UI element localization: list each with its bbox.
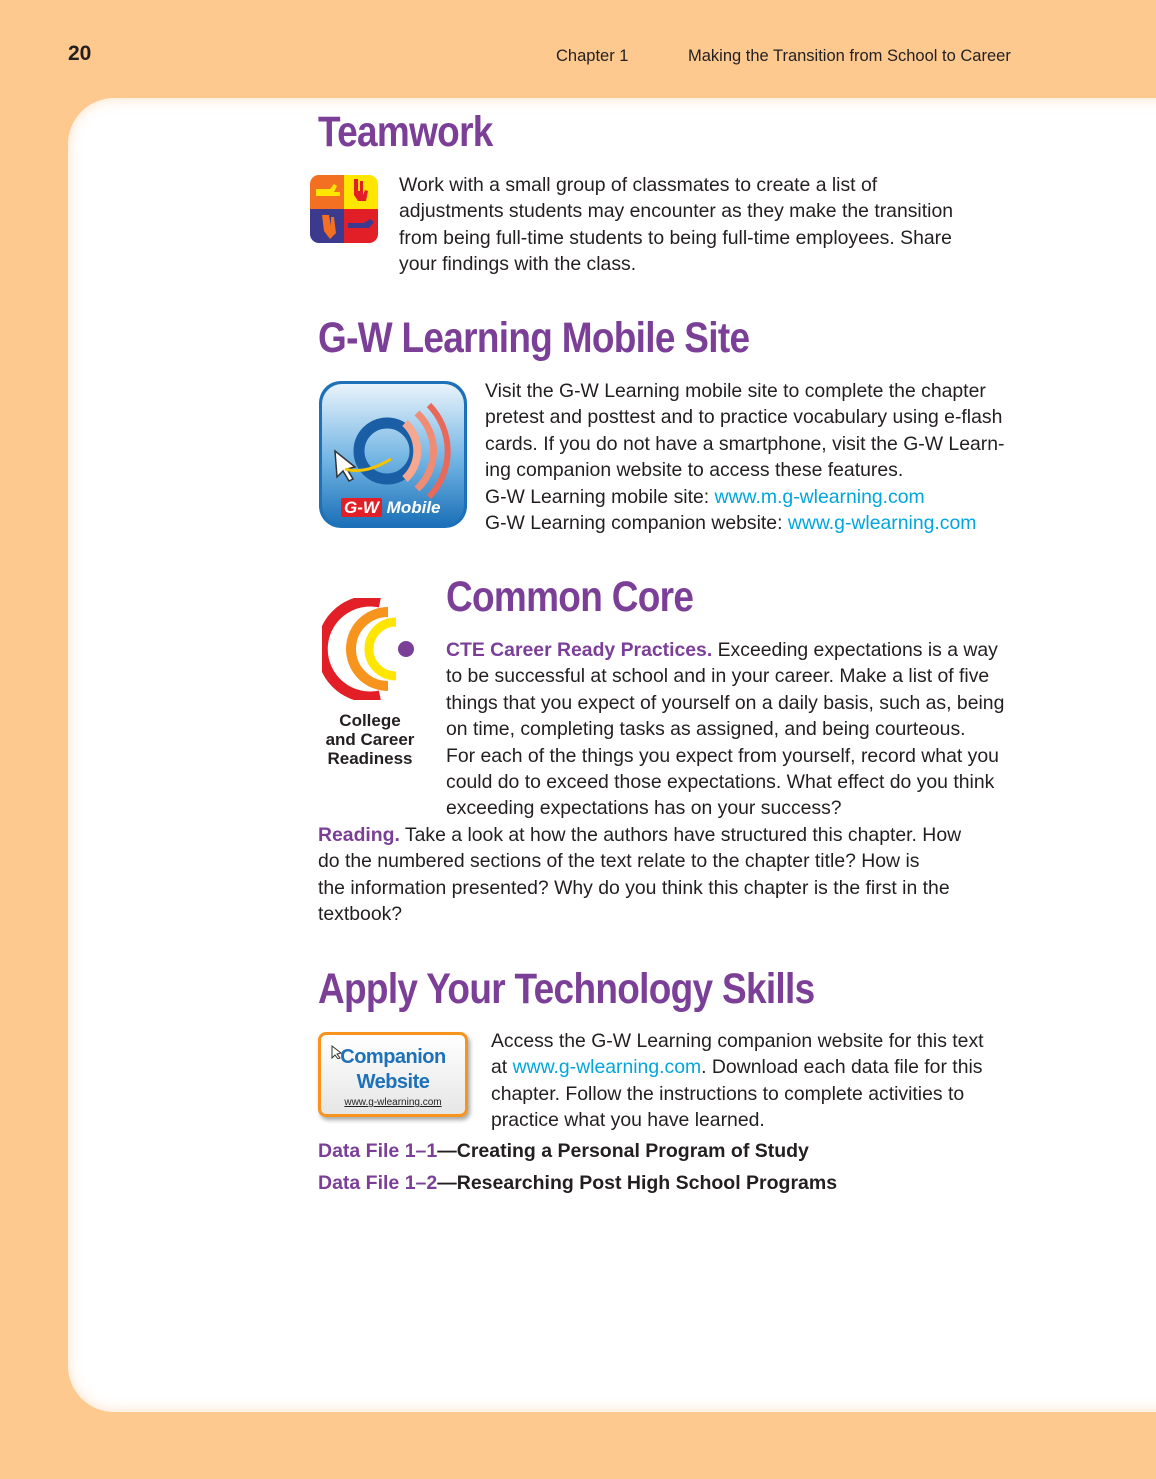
cte-first-line — [446, 637, 1004, 663]
tech-paragraph — [491, 1028, 984, 1134]
ccr-logo-line: Readiness — [327, 749, 413, 768]
reading-line: textbook? — [318, 903, 403, 926]
reading-line: the information presented? Why do you think this chapter is the first in the — [318, 876, 950, 899]
reading-first-line — [318, 822, 961, 848]
data-file-label: Data File 1–1 — [318, 1140, 438, 1162]
mobile-line: pretest and posttest and to practice vocabulary using e-flash — [485, 406, 1003, 429]
mobile-heading: G-W Learning Mobile Site — [318, 314, 750, 362]
running-header-chapter: Chapter 1 — [556, 47, 629, 65]
tech-line: practice what you have learned. — [491, 1109, 765, 1132]
cte-label: CTE Career Ready Practices. — [446, 639, 713, 661]
ccr-logo-line: and Career — [325, 730, 415, 749]
tech-line2-post: . Download each data file for this — [701, 1056, 983, 1079]
data-file-label: Data File 1–2 — [318, 1172, 438, 1194]
mobile-text — [485, 378, 1005, 536]
badge-website-text: Website — [356, 1071, 430, 1093]
tech-line: Access the G-W Learning companion website for this text — [491, 1030, 984, 1052]
page-number: 20 — [68, 42, 92, 65]
teamwork-line: your findings with the class. — [399, 253, 637, 276]
common-core-heading: Common Core — [446, 573, 694, 621]
cte-paragraph — [446, 637, 1004, 822]
mobile-line: cards. If you do not have a smartphone, visit the G-W Learn- — [485, 432, 1005, 455]
reading-first-text: Take a look at how the authors have structured this chapter. How — [399, 824, 962, 846]
badge-url-text: www.g-wlearning.com — [344, 1097, 442, 1108]
cte-line: things that you expect of yourself on a daily basis, such as, being — [446, 691, 1005, 714]
teamwork-line: adjustments students may encounter as they make the transition — [399, 200, 954, 223]
reading-paragraph — [318, 822, 961, 928]
tech-companion-link[interactable]: www.g-wlearning.com — [512, 1056, 702, 1079]
badge-companion-text: Companion — [340, 1046, 446, 1068]
cte-line: For each of the things you expect from yourself, record what you — [446, 744, 999, 767]
teamwork-hands-icon — [310, 175, 378, 243]
mobile-label: Mobile — [386, 498, 441, 517]
teamwork-line: Work with a small group of classmates to create a list of — [399, 174, 878, 196]
running-header-title: Making the Transition from School to Career — [688, 47, 1011, 65]
mobile-site-link[interactable]: www.m.g-wlearning.com — [714, 485, 925, 508]
cte-line: to be successful at school and in your career. Make a list of five — [446, 665, 990, 688]
data-file-1-2[interactable] — [318, 1172, 837, 1195]
data-file-1-1[interactable] — [318, 1140, 809, 1163]
companion-site-line — [485, 510, 1005, 536]
tech-heading: Apply Your Technology Skills — [318, 965, 815, 1013]
ccr-logo-line: College — [339, 711, 401, 730]
ccr-logo-text — [310, 711, 430, 768]
teamwork-line: from being full-time students to being full-time employees. Share — [399, 226, 952, 249]
tech-line2-pre: at — [491, 1056, 513, 1079]
data-file-title: —Researching Post High School Programs — [437, 1172, 838, 1194]
teamwork-heading: Teamwork — [318, 108, 493, 156]
reading-label: Reading. — [318, 824, 400, 846]
college-career-readiness-logo-icon — [322, 598, 418, 700]
mobile-site-line — [485, 484, 1005, 510]
tech-line: chapter. Follow the instructions to complete activities to — [491, 1082, 965, 1105]
companion-site-link[interactable]: www.g-wlearning.com — [787, 512, 977, 535]
mobile-line: ing companion website to access these features. — [485, 459, 904, 482]
companion-website-badge[interactable] — [318, 1032, 468, 1117]
cte-first-text: Exceeding expectations is a way — [712, 639, 998, 661]
companion-site-label: G-W Learning companion website: — [485, 512, 788, 535]
data-file-title: —Creating a Personal Program of Study — [437, 1140, 809, 1162]
gw-label: G-W — [341, 498, 382, 517]
cte-line: on time, completing tasks as assigned, and being courteous. — [446, 718, 966, 741]
tech-line-2 — [491, 1054, 984, 1080]
mobile-line: Visit the G-W Learning mobile site to complete the chapter — [485, 380, 986, 402]
reading-line: do the numbered sections of the text relate to the chapter title? How is — [318, 850, 920, 873]
cte-line: could do to exceed those expectations. What effect do you think — [446, 771, 995, 794]
cte-line: exceeding expectations has on your success? — [446, 797, 842, 820]
gw-mobile-app-icon — [319, 381, 467, 528]
mobile-site-label: G-W Learning mobile site: — [485, 485, 715, 508]
teamwork-text — [399, 172, 953, 278]
